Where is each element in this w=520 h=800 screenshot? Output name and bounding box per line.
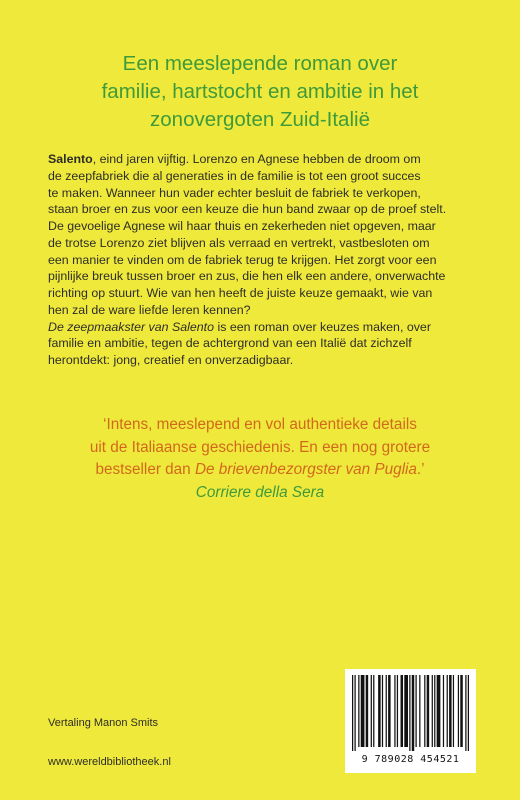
blurb-line: De gevoelige Agnese wil haar thuis en zekerheden niet opgeven, maar xyxy=(48,219,436,233)
blurb-place-name: Salento xyxy=(48,152,93,166)
quote-line: bestseller dan De brievenbezorgster van Puglia.’ xyxy=(95,461,425,478)
blurb-line: familie en ambitie, tegen de achtergrond van een Italië dat zichzelf xyxy=(48,336,412,351)
blurb-line: De zeepmaakster van Salento is een roman over keuzes maken, over xyxy=(48,319,431,334)
isbn-digits: 9 789028 454521 xyxy=(361,754,460,765)
blurb-line: een manier te vinden om de fabriek terug te krijgen. Het zorgt voor een xyxy=(48,252,437,267)
book-title-inline: De zeepmaakster van Salento xyxy=(48,319,214,334)
quote-line: ‘Intens, meeslepend en vol authentieke details xyxy=(103,416,417,433)
blurb-line: te maken. Wanneer hun vader echter besluit de fabriek te verkopen, xyxy=(48,185,421,200)
blurb-line: pijnlijke breuk tussen broer en zus, die hen elk een andere, onverwachte xyxy=(48,269,446,284)
isbn-barcode xyxy=(345,669,476,773)
barcode-icon xyxy=(352,675,469,751)
quote-source: Corriere della Sera xyxy=(195,483,325,501)
press-quote xyxy=(40,414,480,504)
blurb-line: hen zal de ware liefde leren kennen? xyxy=(48,302,251,317)
publisher-website: www.wereldbibliotheek.nl xyxy=(48,756,171,768)
blurb-line: richting op stuurt. Wie van hen heeft de juiste keuze gemaakt, wie van xyxy=(48,286,433,300)
quote-line: uit de Italiaanse geschiedenis. En een nog grotere xyxy=(89,438,431,456)
blurb-line: Salento, eind jaren vijftig. Lorenzo en Agnese hebben de droom om xyxy=(48,152,421,166)
tagline-line: Een meeslepende roman over xyxy=(122,52,398,75)
blurb-line: de trotse Lorenzo ziet blijven als verraad en vertrekt, vastbesloten om xyxy=(48,235,430,250)
blurb-line: staan broer en zus voor een keuze die hun band zwaar op de proef stelt. xyxy=(48,202,447,217)
quoted-book-title: De brievenbezorgster van Puglia xyxy=(194,461,417,478)
tagline xyxy=(40,50,480,134)
tagline-line: zonovergoten Zuid-Italië xyxy=(150,108,370,131)
translator-credit: Vertaling Manon Smits xyxy=(48,717,159,729)
tagline-line: familie, hartstocht en ambitie in het xyxy=(101,80,419,103)
book-blurb xyxy=(48,151,480,369)
blurb-line: herontdekt: jong, creatief en onverzadigbaar. xyxy=(48,353,294,367)
blurb-line: de zeepfabriek die al generaties in de familie is tot een groot succes xyxy=(48,168,421,183)
